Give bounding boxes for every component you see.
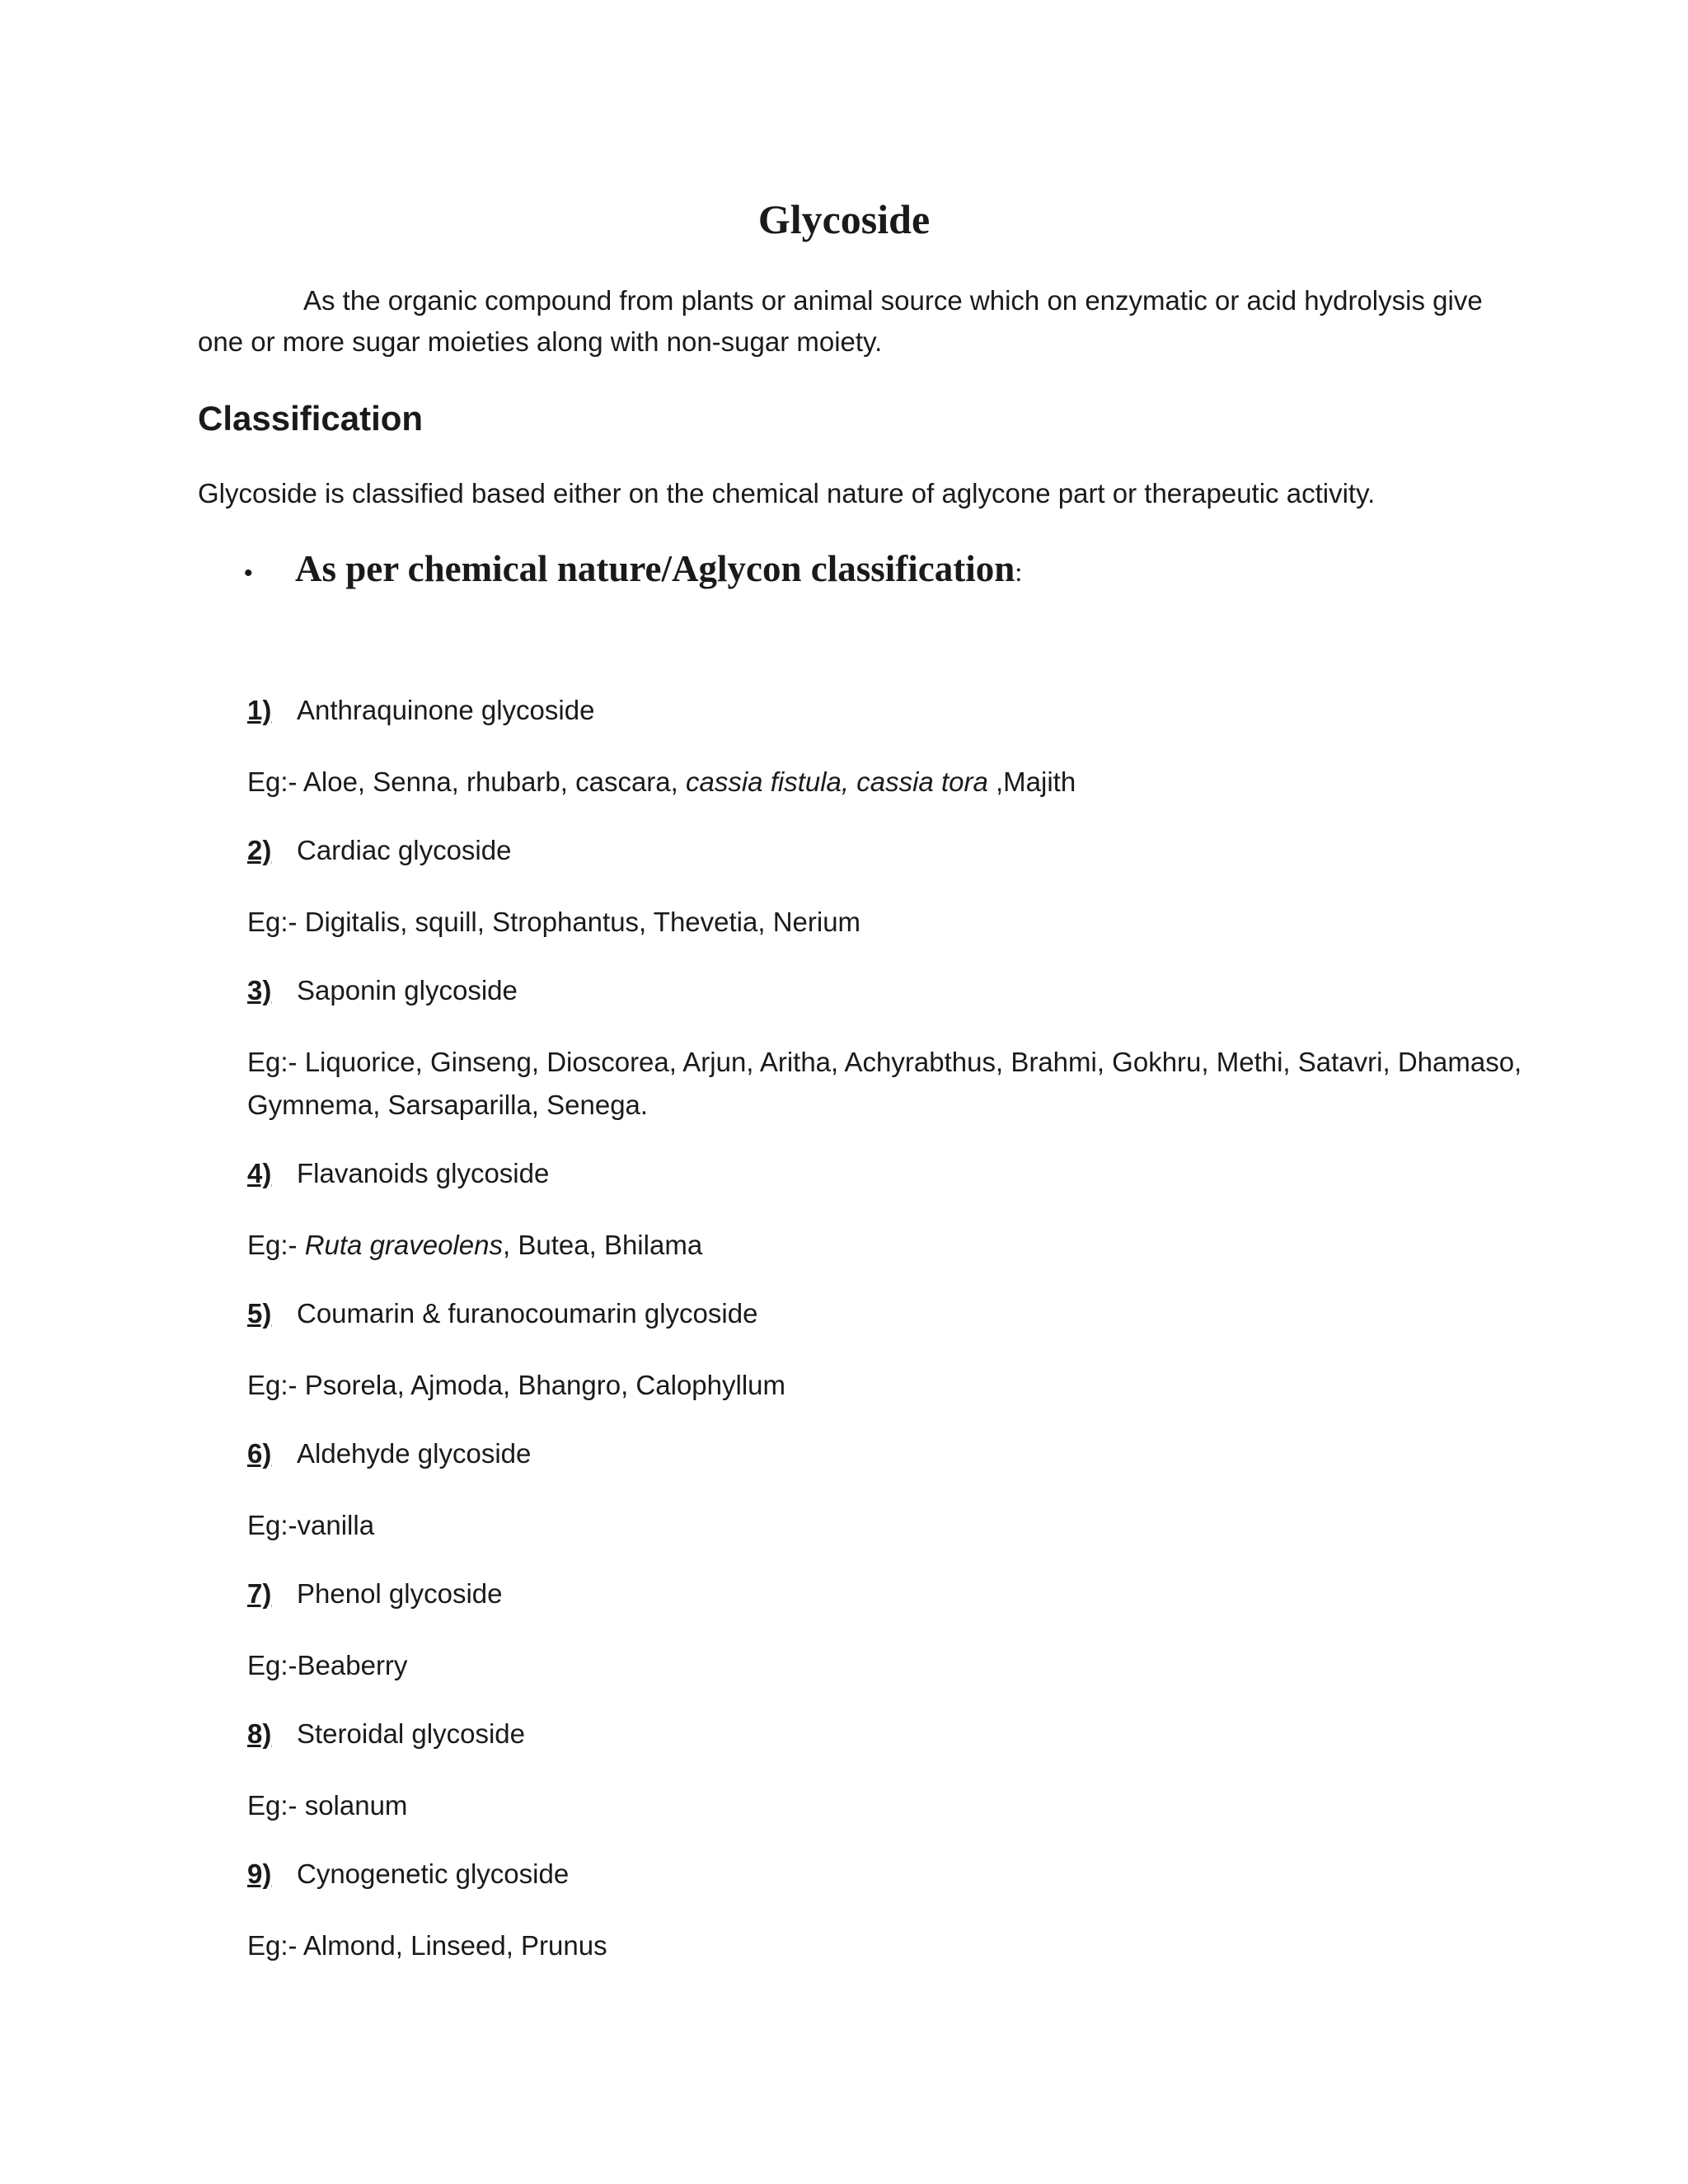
item-title xyxy=(247,691,1533,730)
examples-text-suffix: , Butea, Bhilama xyxy=(503,1230,703,1260)
list-item xyxy=(247,1574,1533,1687)
item-title xyxy=(247,1854,1533,1894)
item-examples xyxy=(247,1924,1533,1967)
item-number: 7) xyxy=(247,1578,272,1609)
examples-italic-text: Ruta graveolens xyxy=(304,1230,504,1260)
examples-text-suffix: ,Majith xyxy=(987,766,1076,797)
item-title xyxy=(247,1154,1533,1193)
classification-intro: Glycoside is classified based either on the chemical nature of aglycone part or therapeutic activity. xyxy=(198,478,1376,509)
item-title xyxy=(247,1574,1533,1614)
list-item xyxy=(247,1154,1533,1267)
examples-text: Eg:- Digitalis, squill, Strophantus, Thevetia, Nerium xyxy=(247,907,861,937)
item-name: Cynogenetic glycoside xyxy=(297,1858,570,1889)
list-item xyxy=(247,971,1533,1127)
item-name: Aldehyde glycoside xyxy=(297,1438,532,1469)
examples-text: Eg:- solanum xyxy=(247,1790,408,1821)
item-title xyxy=(247,971,1533,1010)
item-name: Steroidal glycoside xyxy=(297,1718,525,1749)
item-examples xyxy=(247,761,1533,804)
examples-text: Eg:- Liquorice, Ginseng, Dioscorea, Arjun, Aritha, Achyrabthus, Brahmi, Gokhru, Methi, Satavri, Dhamaso, Gymnema, Sarsaparilla, Senega. xyxy=(247,1047,1522,1120)
item-number: 3) xyxy=(247,975,272,1005)
item-examples xyxy=(247,1041,1533,1127)
definition-paragraph: As the organic compound from plants or animal source which on enzymatic or acid hydrolysis give one or more sugar moieties along with non-sugar moiety. xyxy=(198,285,1483,357)
page-title: Glycoside xyxy=(757,196,931,242)
item-title xyxy=(247,1294,1533,1333)
item-number: 4) xyxy=(247,1158,272,1188)
item-number: 2) xyxy=(247,835,272,865)
item-number: 9) xyxy=(247,1858,272,1889)
examples-text: Eg:- xyxy=(247,1230,305,1260)
item-number: 5) xyxy=(247,1298,272,1329)
examples-text: Eg:- Almond, Linseed, Prunus xyxy=(247,1930,607,1961)
item-title xyxy=(247,1714,1533,1754)
item-examples xyxy=(247,1504,1533,1547)
glycoside-type-list xyxy=(247,691,1533,1994)
item-name: Saponin glycoside xyxy=(297,975,518,1005)
item-name: Anthraquinone glycoside xyxy=(297,695,595,725)
item-name: Cardiac glycoside xyxy=(297,835,512,865)
item-number: 8) xyxy=(247,1718,272,1749)
examples-italic-text: cassia fistula, cassia tora xyxy=(685,766,988,797)
item-examples xyxy=(247,1224,1533,1267)
item-title xyxy=(247,1434,1533,1474)
examples-text: Eg:- Aloe, Senna, rhubarb, cascara, xyxy=(247,766,686,797)
bullet-colon: : xyxy=(1015,558,1023,588)
item-number: 6) xyxy=(247,1438,272,1469)
bullet-heading: As per chemical nature/Aglycon classification xyxy=(295,548,1015,589)
item-examples xyxy=(247,1364,1533,1407)
classification-bullet xyxy=(244,544,1022,598)
examples-text: Eg:-vanilla xyxy=(247,1510,375,1540)
item-name: Coumarin & furanocoumarin glycoside xyxy=(297,1298,758,1329)
item-name: Phenol glycoside xyxy=(297,1578,503,1609)
item-number: 1) xyxy=(247,695,272,725)
list-item xyxy=(247,1434,1533,1547)
examples-text: Eg:- Psorela, Ajmoda, Bhangro, Calophyllum xyxy=(247,1370,786,1400)
list-item xyxy=(247,1714,1533,1827)
item-examples xyxy=(247,1784,1533,1827)
bullet-icon: • xyxy=(244,560,253,587)
list-item xyxy=(247,691,1533,804)
item-examples xyxy=(247,1644,1533,1687)
list-item xyxy=(247,1294,1533,1407)
list-item xyxy=(247,831,1533,944)
examples-text: Eg:-Beaberry xyxy=(247,1650,408,1680)
classification-heading: Classification xyxy=(198,399,424,438)
item-examples xyxy=(247,901,1533,944)
item-name: Flavanoids glycoside xyxy=(297,1158,550,1188)
item-title xyxy=(247,831,1533,870)
list-item xyxy=(247,1854,1533,1967)
